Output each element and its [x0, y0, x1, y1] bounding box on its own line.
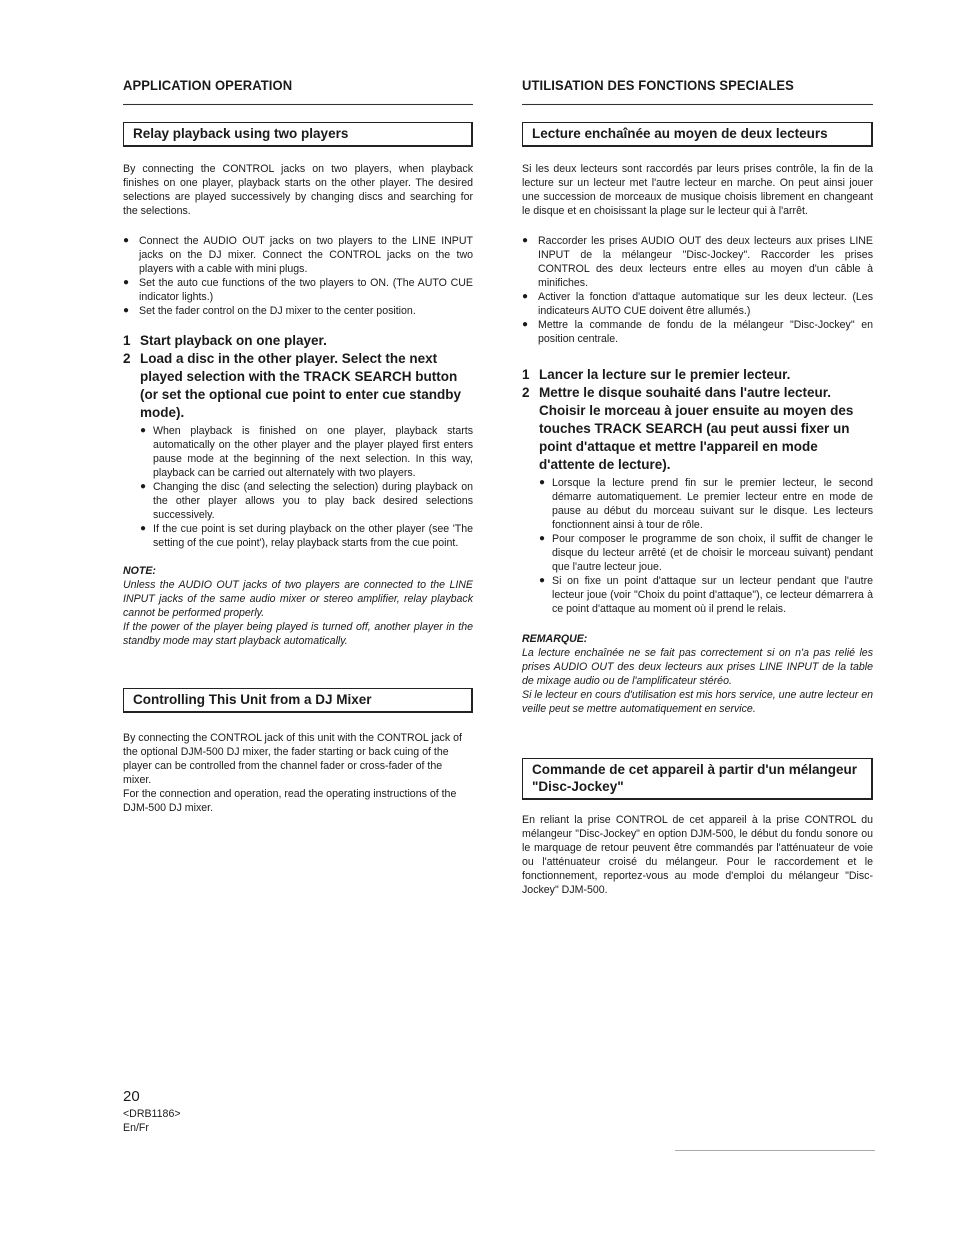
list-item: ● Mettre la commande de fondu de la mélangeur "Disc-Jockey" en position centrale. — [522, 319, 873, 345]
note-text: Unless the AUDIO OUT jacks of two players are connected to the LINE INPUT jacks of the same audio mixer or stereo amplifier, relay playback cannot be performed properly. — [123, 579, 473, 619]
step-2 — [522, 384, 873, 616]
note-heading: NOTE: — [123, 565, 156, 577]
step-1 — [123, 332, 473, 350]
right-header: UTILISATION DES FONCTIONS SPECIALES — [522, 77, 873, 105]
commande-section — [522, 758, 873, 897]
left-header: APPLICATION OPERATION — [123, 77, 473, 105]
list-item: ● If the cue point is set during playback on the other player (see 'The setting of the cue point'), relay playback starts from the cue point. — [140, 523, 473, 549]
list-item: ● Set the fader control on the DJ mixer to the center position. — [123, 305, 416, 317]
step-text: Lancer la lecture sur le premier lecteur. — [539, 367, 791, 382]
dj-mixer-para: For the connection and operation, read the operating instructions of the DJM-500 DJ mixer. — [123, 788, 457, 814]
note-heading: REMARQUE: — [522, 633, 588, 645]
dj-mixer-section — [123, 688, 473, 815]
step-text: Start playback on one player. — [140, 333, 327, 348]
bullet-icon: ● — [140, 425, 147, 436]
list-item: ● Lorsque la lecture prend fin sur le premier lecteur, le second démarre automatiquement. Le premier lecteur entre en mode de pause au début du morceau suivant sur le disque. Les lecteurs fonctionnent ainsi à tour de rôle. — [539, 477, 873, 531]
relay-playback-intro: By connecting the CONTROL jacks on two players, when playback finishes on one player, playback starts on the other player. The desired selections are played successively by changing discs and searching for the selections. — [123, 163, 473, 217]
lecture-enchainee-title: Lecture enchaînée au moyen de deux lecteurs — [522, 122, 873, 147]
lecture-enchainee-intro: Si les deux lecteurs sont raccordés par leurs prises contrôle, la fin de la lecture sur un lecteur met l'autre lecteur en marche. On peut ainsi jouer une succession de morceaux de musique choisis librement en changeant le disque et en choisissant la plage sur le lecteur qui à l'arrêt. — [522, 163, 873, 217]
list-item: ● Activer la fonction d'attaque automatique sur les deux lecteur. (Les indicateurs AUTO CUE doivent être allumés.) — [522, 291, 873, 317]
step-number: 1 — [522, 367, 530, 382]
right-column — [522, 78, 873, 897]
step-number: 2 — [123, 351, 131, 366]
document-code: <DRB1186> — [123, 1108, 181, 1120]
relay-playback-section — [123, 122, 473, 648]
step-number: 1 — [123, 333, 131, 348]
bullet-icon: ● — [123, 277, 130, 288]
step-1 — [522, 366, 873, 384]
bullet-icon: ● — [539, 477, 546, 488]
bullet-icon: ● — [539, 533, 546, 544]
list-item: ● Changing the disc (and selecting the selection) during playback on the other player allows you to play back desired selections successively. — [140, 481, 473, 521]
dj-mixer-title: Controlling This Unit from a DJ Mixer — [123, 688, 473, 713]
note-text: If the power of the player being played is turned off, another player in the standby mode may start playback automatically. — [123, 621, 473, 647]
lecture-enchainee-section — [522, 122, 873, 716]
relay-steps — [123, 332, 473, 550]
note-text: Si le lecteur en cours d'utilisation est mis hors service, une autre lecteur en veille peut se mettre automatiquement en service. — [522, 689, 873, 715]
step-text: Mettre le disque souhaité dans l'autre lecteur. Choisir le morceau à jouer ensuite au moyen des touches TRACK SEARCH (au peut aussi fixer un point d'attaque et mettre l'appareil en mode d'attente de lecture). — [539, 385, 854, 472]
list-item: ● Raccorder les prises AUDIO OUT des deux lecteurs aux prises LINE INPUT de la mélangeur "Disc-Jockey". Raccorder les prises CONTROL des deux lecteurs entre elles au moyen d'un câble à minifiches. — [522, 235, 873, 289]
step-2 — [123, 350, 473, 550]
step-number: 2 — [522, 385, 530, 400]
footer-divider — [675, 1150, 875, 1151]
page-footer — [123, 1089, 181, 1135]
note-text: La lecture enchaînée ne se fait pas correctement si on n'a pas relié les prises AUDIO OUT des deux lecteurs aux prises LINE INPUT de la table de mixage audio ou de l'amplificateur stéréo. — [522, 647, 873, 687]
bullet-icon: ● — [140, 481, 147, 492]
page-number: 20 — [123, 1088, 140, 1105]
relay-setup-bullets — [123, 234, 473, 318]
lecture-steps — [522, 366, 873, 616]
list-item: ● Set the auto cue functions of the two players to ON. (The AUTO CUE indicator lights.) — [123, 277, 473, 303]
commande-title: Commande de cet appareil à partir d'un mélangeur "Disc-Jockey" — [522, 758, 873, 800]
step-2-subitems — [539, 476, 873, 616]
bullet-icon: ● — [522, 291, 529, 302]
step-text: Load a disc in the other player. Select the next played selection with the TRACK SEARCH button (or set the optional cue point to enter cue standby mode). — [140, 351, 462, 420]
bullet-icon: ● — [522, 319, 529, 330]
list-item: ● Pour composer le programme de son choix, il suffit de changer le disque du lecteur arrêté (et de choisir le morceau suivant) pendant que l'autre lecteur joue. — [539, 533, 873, 573]
language-code: En/Fr — [123, 1122, 149, 1134]
step-2-subitems — [140, 424, 473, 550]
dj-mixer-para: By connecting the CONTROL jack of this unit with the CONTROL jack of the optional DJM-500 DJ mixer, the fader starting or back cuing of the player can be controlled from the channel fader or cross-fader of the mixer. — [123, 732, 462, 786]
relay-playback-title: Relay playback using two players — [123, 122, 473, 147]
list-item: ● Si on fixe un point d'attaque sur un lecteur pendant que l'autre lecteur joue (voir "Choix du point d'attaque"), ce lecteur démarrera à ce point d'attaque au moment où il prend le relais. — [539, 575, 873, 615]
list-item: ● Connect the AUDIO OUT jacks on two players to the LINE INPUT jacks on the DJ mixer. Connect the CONTROL jacks on the two players with a cable with mini plugs. — [123, 235, 473, 275]
bullet-icon: ● — [522, 235, 529, 246]
left-column — [123, 78, 473, 815]
commande-para: En reliant la prise CONTROL de cet appareil à la prise CONTROL du mélangeur "Disc-Jockey" en option DJM-500, le début du fondu sonore ou le marquage de retour peuvent être commandés par l'atténuateur de voie ou l'atténuateur croisé du mélangeur. Pour le raccordement et le fonctionnement, reportez-vous au mode d'emploi du mélangeur "Disc-Jockey" DJM-500. — [522, 814, 873, 896]
list-item: ● When playback is finished on one player, playback starts automatically on the other player and the player played first enters pause mode at the beginning of the next selection. In this way, playback can be carried out alternately with two players. — [140, 425, 473, 479]
bullet-icon: ● — [539, 575, 546, 586]
bullet-icon: ● — [123, 305, 130, 316]
bullet-icon: ● — [140, 523, 147, 534]
lecture-setup-bullets — [522, 234, 873, 346]
bullet-icon: ● — [123, 235, 130, 246]
